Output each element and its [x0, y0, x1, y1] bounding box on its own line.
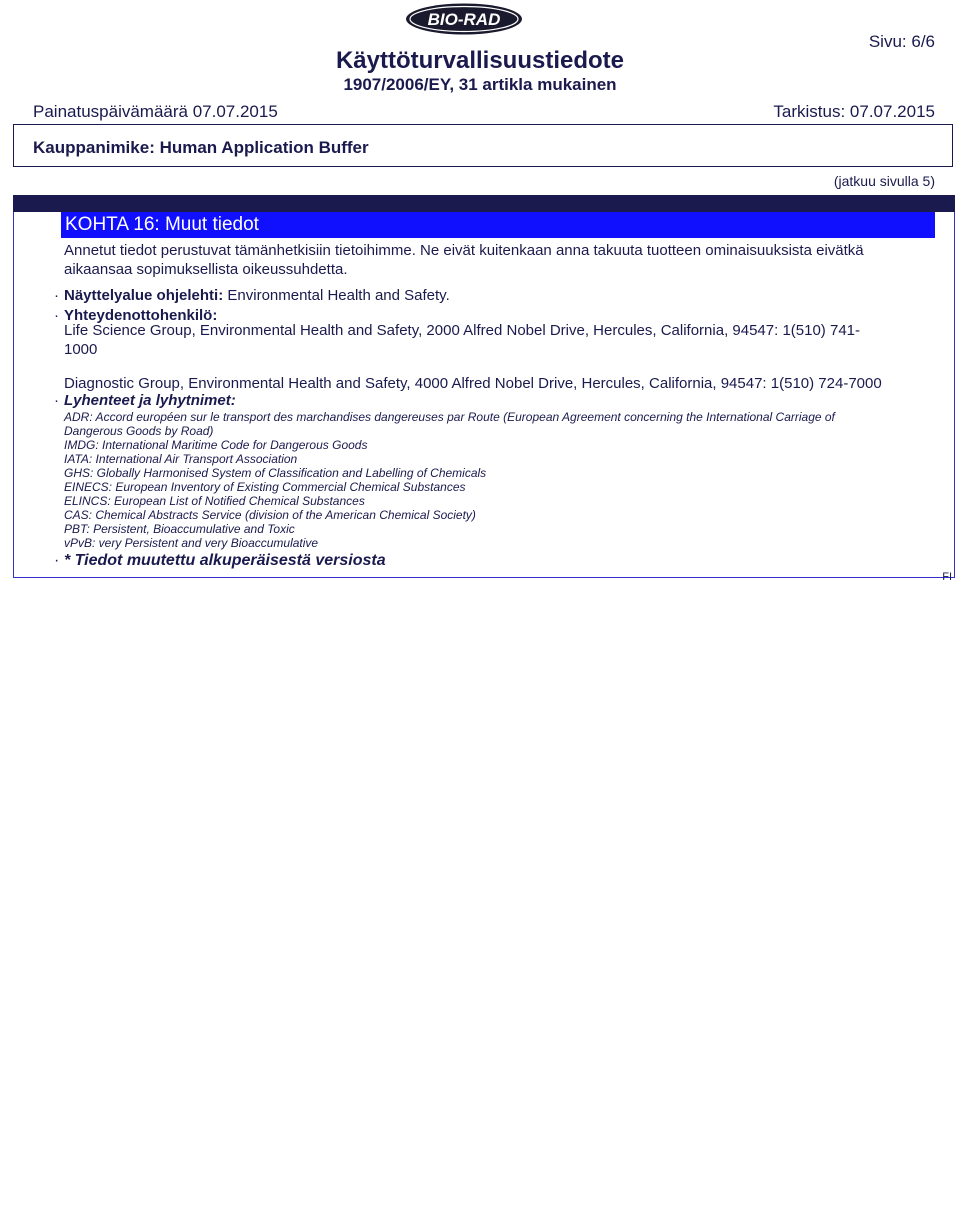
contact-line-3: Diagnostic Group, Environmental Health and Safety, 4000 Alfred Nobel Drive, Hercules, California, 94547: 1(510) 724-7000: [64, 375, 882, 392]
print-date: Painatuspäivämäärä 07.07.2015: [33, 102, 278, 121]
intro-line-1: Annetut tiedot perustuvat tämänhetkisiin tietoihimme. Ne eivät kuitenkaan anna takuuta tuotteen ominaisuuksista eivätkä: [64, 242, 864, 259]
trade-name: Kauppanimike: Human Application Buffer: [33, 138, 369, 157]
department-row: [64, 286, 936, 305]
changed-note: * Tiedot muutettu alkuperäisestä versiosta: [64, 552, 386, 569]
contact-line-2: 1000: [64, 341, 98, 358]
abbreviation-item: Dangerous Goods by Road): [64, 424, 214, 438]
language-code: FI: [942, 571, 952, 583]
abbreviation-item: IMDG: International Maritime Code for Dangerous Goods: [64, 438, 368, 452]
bullet: ·: [54, 307, 59, 324]
abbreviation-item: GHS: Globally Harmonised System of Classification and Labelling of Chemicals: [64, 466, 487, 480]
abbreviation-item: PBT: Persistent, Bioaccumulative and Toxic: [64, 522, 295, 536]
page-number: Sivu: 6/6: [868, 32, 935, 51]
section-16-heading: KOHTA 16: Muut tiedot: [61, 212, 935, 238]
abbreviation-item: EINECS: European Inventory of Existing Commercial Chemical Substances: [64, 480, 466, 494]
header-divider: [13, 166, 953, 167]
abbreviations-label: Lyhenteet ja lyhytnimet:: [64, 392, 236, 409]
bio-rad-logo-text: BIO-RAD: [427, 10, 501, 29]
abbreviation-item: CAS: Chemical Abstracts Service (division of the American Chemical Society): [64, 508, 476, 522]
contact-line-1: Life Science Group, Environmental Health and Safety, 2000 Alfred Nobel Drive, Hercules, California, 94547: 1(510) 741-: [64, 322, 860, 339]
abbreviation-item: ELINCS: European List of Notified Chemical Substances: [64, 494, 365, 508]
review-date: Tarkistus: 07.07.2015: [773, 102, 935, 121]
contact-label: Yhteydenottohenkilö:: [64, 307, 218, 324]
abbreviation-item: vPvB: very Persistent and very Bioaccumulative: [64, 536, 319, 550]
continued-note: (jatkuu sivulla 5): [833, 173, 935, 189]
department-value: Environmental Health and Safety.: [227, 287, 450, 304]
document-subtitle: 1907/2006/EY, 31 artikla mukainen: [343, 75, 617, 94]
document-title: Käyttöturvallisuustiedote: [335, 47, 625, 74]
intro-line-2: aikaansaa sopimuksellista oikeussuhdetta.: [64, 261, 348, 278]
department-label: Näyttelyalue ohjelehti:: [64, 287, 224, 304]
bio-rad-logo: [405, 3, 523, 35]
bullet: ·: [54, 287, 59, 304]
bullet: ·: [54, 392, 59, 409]
bullet: ·: [54, 552, 60, 569]
abbreviation-item: ADR: Accord européen sur le transport des marchandises dangereuses par Route (European Agreement concerning the International Carriage of: [64, 410, 835, 424]
section-16-top-rule: [13, 195, 955, 212]
abbreviation-item: IATA: International Air Transport Association: [64, 452, 298, 466]
